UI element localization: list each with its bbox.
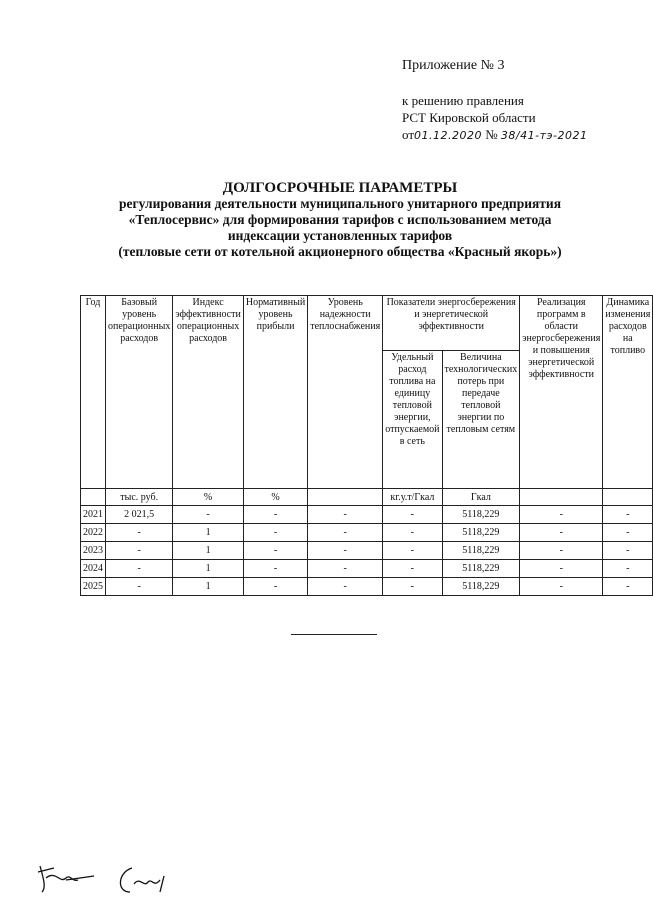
- signature-2: [120, 868, 164, 892]
- header-energy-group: Показатели энергосбережения и энергетической эффективности: [383, 296, 520, 351]
- unit-cell: %: [243, 489, 307, 506]
- cell-programs: -: [520, 542, 603, 560]
- cell-profit: -: [243, 578, 307, 596]
- table-row: [81, 560, 653, 578]
- cell-reliability: -: [308, 524, 383, 542]
- cell-reliability: -: [308, 560, 383, 578]
- cell-index: 1: [173, 560, 244, 578]
- parameters-table: [80, 295, 653, 596]
- cell-base: 2 021,5: [106, 506, 173, 524]
- cell-dynamics: -: [603, 506, 653, 524]
- unit-cell: [603, 489, 653, 506]
- document-title: [60, 180, 620, 260]
- title-line-5: (тепловые сети от котельной акционерного общества «Красный якорь»): [118, 244, 562, 259]
- cell-fuel: -: [383, 506, 442, 524]
- decision-line-2: РСТ Кировской области: [402, 110, 536, 125]
- unit-cell: [81, 489, 106, 506]
- cell-dynamics: -: [603, 524, 653, 542]
- unit-cell: тыс. руб.: [106, 489, 173, 506]
- cell-year: 2022: [81, 524, 106, 542]
- unit-cell: [520, 489, 603, 506]
- handwritten-number: 38/41-тэ-2021: [500, 129, 588, 142]
- cell-profit: -: [243, 560, 307, 578]
- cell-profit: -: [243, 506, 307, 524]
- cell-reliability: -: [308, 542, 383, 560]
- decision-line-1: к решению правления: [402, 93, 524, 108]
- cell-losses: 5118,229: [442, 506, 520, 524]
- unit-cell: %: [173, 489, 244, 506]
- cell-losses: 5118,229: [442, 560, 520, 578]
- cell-dynamics: -: [603, 542, 653, 560]
- cell-losses: 5118,229: [442, 578, 520, 596]
- cell-year: 2023: [81, 542, 106, 560]
- cell-fuel: -: [383, 542, 442, 560]
- header-fuel-dynamics: Динамика изменения расходов на топливо: [603, 296, 653, 489]
- units-row: [81, 489, 653, 506]
- unit-cell: Гкал: [442, 489, 520, 506]
- cell-year: 2025: [81, 578, 106, 596]
- cell-fuel: -: [383, 578, 442, 596]
- title-line-1: ДОЛГОСРОЧНЫЕ ПАРАМЕТРЫ: [222, 180, 458, 196]
- number-prefix: №: [485, 127, 498, 142]
- cell-base: -: [106, 524, 173, 542]
- header-fuel-rate: Удельный расход топлива на единицу тепловой энергии, отпускаемой в сеть: [383, 351, 442, 489]
- cell-dynamics: -: [603, 560, 653, 578]
- title-line-2: регулирования деятельности муниципального унитарного предприятия: [118, 196, 562, 211]
- closing-divider: [291, 634, 377, 635]
- header-year: Год: [81, 296, 106, 489]
- cell-reliability: -: [308, 506, 383, 524]
- cell-programs: -: [520, 524, 603, 542]
- cell-index: 1: [173, 542, 244, 560]
- cell-base: -: [106, 560, 173, 578]
- handwritten-signatures: [36, 858, 196, 898]
- header-programs: Реализация программ в области энергосбережения и повышения энергетической эффективности: [520, 296, 603, 489]
- cell-year: 2021: [81, 506, 106, 524]
- title-line-4: индексации установленных тарифов: [227, 228, 453, 243]
- cell-base: -: [106, 542, 173, 560]
- header-heat-losses: Величина технологических потерь при передаче тепловой энергии по тепловым сетям: [442, 351, 520, 489]
- cell-year: 2024: [81, 560, 106, 578]
- cell-base: -: [106, 578, 173, 596]
- cell-programs: -: [520, 560, 603, 578]
- header-efficiency-index: Индекс эффективности операционных расходов: [173, 296, 244, 489]
- cell-profit: -: [243, 542, 307, 560]
- signature-1: [38, 866, 94, 892]
- decision-reference: [402, 92, 587, 144]
- decision-date-line: [402, 126, 587, 144]
- cell-index: 1: [173, 524, 244, 542]
- cell-index: 1: [173, 578, 244, 596]
- header-base-level: Базовый уровень операционных расходов: [106, 296, 173, 489]
- title-line-3: «Теплосервис» для формирования тарифов с использованием метода: [128, 212, 552, 227]
- cell-losses: 5118,229: [442, 524, 520, 542]
- header-reliability: Уровень надежности теплоснабжения: [308, 296, 383, 489]
- table-row: [81, 524, 653, 542]
- cell-programs: -: [520, 578, 603, 596]
- cell-losses: 5118,229: [442, 542, 520, 560]
- header-profit-level: Нормативный уровень прибыли: [243, 296, 307, 489]
- cell-dynamics: -: [603, 578, 653, 596]
- unit-cell: кг.у.т/Гкал: [383, 489, 442, 506]
- cell-programs: -: [520, 506, 603, 524]
- unit-cell: [308, 489, 383, 506]
- cell-fuel: -: [383, 560, 442, 578]
- table-row: [81, 542, 653, 560]
- handwritten-date: 01.12.2020: [414, 129, 482, 142]
- appendix-label: Приложение № 3: [402, 58, 505, 73]
- date-prefix: от: [402, 127, 415, 142]
- cell-index: -: [173, 506, 244, 524]
- table-row: [81, 506, 653, 524]
- table-row: [81, 578, 653, 596]
- cell-reliability: -: [308, 578, 383, 596]
- cell-fuel: -: [383, 524, 442, 542]
- cell-profit: -: [243, 524, 307, 542]
